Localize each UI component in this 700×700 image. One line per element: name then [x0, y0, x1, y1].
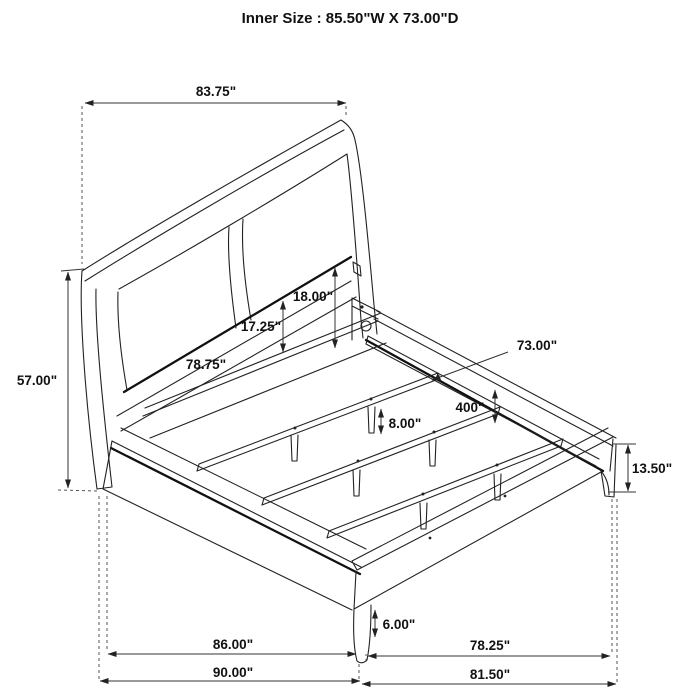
diagram-title: Inner Size : 85.50"W X 73.00"D: [241, 10, 459, 27]
dim-label-inner-depth: 73.00": [516, 338, 558, 353]
front-rail-bottom-edge: [103, 441, 352, 610]
slat-screw: [433, 431, 436, 434]
ext-line: [58, 490, 98, 491]
slat-leg: [429, 440, 436, 466]
slat-screw: [294, 427, 297, 430]
headboard-top-roll-line: [85, 130, 344, 281]
headboard: [81, 120, 377, 489]
panel-bottom-edge: [124, 257, 351, 392]
dimension-labels: [17, 10, 672, 682]
screw-dot: [360, 305, 363, 308]
dim-label-frame-width: 86.00": [212, 637, 254, 652]
front-leg: [354, 605, 371, 663]
slat-screw: [370, 398, 373, 401]
foot-rail-screw: [504, 495, 507, 498]
headboard-center-stile: [228, 227, 236, 328]
slat-screw: [422, 493, 425, 496]
slat-screw: [357, 460, 360, 463]
dim-label-panel-height: 18.00": [292, 289, 334, 304]
dim-label-headboard-height: 57.00": [16, 373, 58, 388]
foot-rail-screw: [429, 537, 432, 540]
slats: [197, 373, 563, 538]
slat-leg: [353, 470, 360, 496]
dim-label-side-rail-length: 78.75": [185, 357, 227, 372]
dim-label-front-leg-height: 6.00": [382, 617, 416, 632]
headboard-left-post: [81, 271, 112, 489]
slat-leg: [291, 435, 298, 461]
tick: [61, 269, 84, 271]
slat-leg: [494, 474, 501, 500]
headboard-center-stile-right: [242, 219, 251, 320]
slat-leg: [420, 503, 427, 529]
slat-screw: [496, 464, 499, 467]
slat: [327, 439, 563, 538]
dim-label-overall-depth: 81.50": [469, 667, 511, 682]
dim-label-slat-leg-height: 8.00": [388, 416, 422, 431]
left-panel-left-edge: [118, 292, 127, 390]
dim-label-cleat-drop: 400": [455, 400, 485, 415]
dimension-lines: [58, 103, 636, 684]
dim-label-top-width: 83.75": [195, 84, 237, 99]
headboard-panel-top-edge: [119, 154, 347, 289]
dim-label-footboard-height: 13.50": [631, 461, 673, 476]
front-rail-top-edge: [112, 441, 361, 567]
dim-label-foot-inner-width: 78.25": [469, 638, 511, 653]
dim-label-rail-height: 17.25": [240, 319, 282, 334]
slat-leg: [368, 407, 375, 433]
dim-label-overall-width: 90.00": [212, 665, 254, 680]
